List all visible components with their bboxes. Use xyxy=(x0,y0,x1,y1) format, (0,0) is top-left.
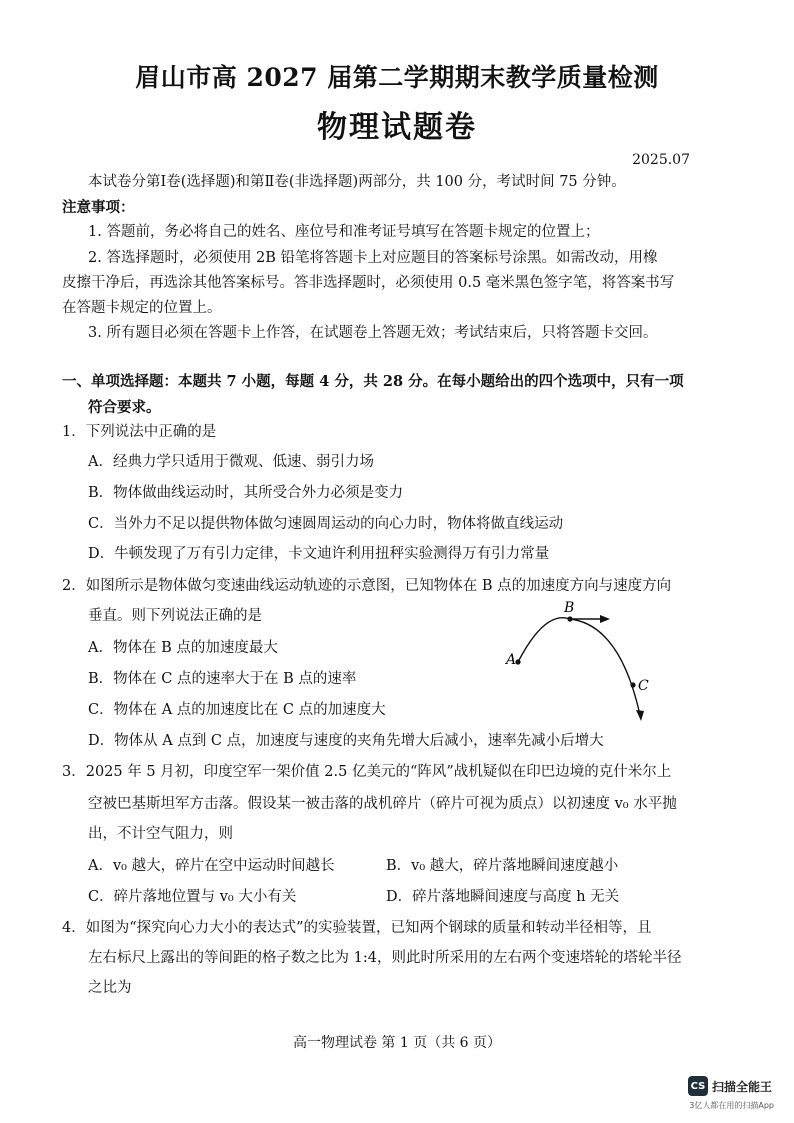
q3-stem-line3: 出，不计空气阻力，则 xyxy=(88,826,233,842)
camscanner-logo-icon: CS xyxy=(688,1076,708,1096)
trajectory-arrowhead-c xyxy=(636,710,644,721)
q3-option-b: B．v₀ 越大，碎片落地瞬间速度越小 xyxy=(386,858,619,874)
watermark-tagline: 3亿人都在用的扫描App xyxy=(689,1101,774,1110)
exam-date: 2025.07 xyxy=(632,152,690,168)
velocity-arrowhead-b xyxy=(600,615,610,623)
q2-option-b: B．物体在 C 点的速率大于在 B 点的速率 xyxy=(88,671,357,687)
q4-stem-line2: 左右标尺上露出的等间距的格子数之比为 1:4，则此时所采用的左右两个变速塔轮的塔轮半径 xyxy=(88,950,682,966)
watermark-name: 扫描全能王 xyxy=(711,1079,772,1094)
q2-option-d: D．物体从 A 点到 C 点，加速度与速度的夹角先增大后减小，速率先减小后增大 xyxy=(88,733,604,749)
point-c xyxy=(630,682,635,687)
q1-option-b: B．物体做曲线运动时，其所受合外力必须是变力 xyxy=(88,485,404,501)
notice-item-2-cont: 皮擦干净后，再选涂其他答案标号。答非选择题时，必须使用 0.5 毫米黑色签字笔，将答案书写 xyxy=(62,275,675,291)
q3-option-c: C．碎片落地位置与 v₀ 大小有关 xyxy=(88,889,297,905)
q2-stem-line2: 垂直。则下列说法正确的是 xyxy=(88,608,262,624)
q3-option-d: D．碎片落地瞬间速度与高度 h 无关 xyxy=(386,889,620,905)
q2-stem-line1: 2．如图所示是物体做匀变速曲线运动轨迹的示意图，已知物体在 B 点的加速度方向与速度方向 xyxy=(62,578,672,594)
label-a: A xyxy=(506,652,517,668)
q1-option-c: C．当外力不足以提供物体做匀速圆周运动的向心力时，物体将做直线运动 xyxy=(88,516,564,532)
section1-heading: 一、单项选择题：本题共 7 小题，每题 4 分，共 28 分。在每小题给出的四个选项中，只有一项 xyxy=(62,373,684,390)
notice-heading: 注意事项： xyxy=(62,199,135,216)
label-c: C xyxy=(638,678,649,694)
q2-option-c: C．物体在 A 点的加速度比在 C 点的加速度大 xyxy=(88,702,386,718)
notice-item-2: 2. 答选择题时，必须使用 2B 铅笔将答题卡上对应题目的答案标号涂黑。如需改动，用橡 xyxy=(88,250,658,266)
scanner-watermark xyxy=(688,1076,772,1096)
exam-title: 眉山市高 2027 届第二学期期末教学质量检测 xyxy=(135,63,659,92)
q1-option-a: A．经典力学只适用于微观、低速、弱引力场 xyxy=(88,454,374,470)
q1-stem: 1．下列说法中正确的是 xyxy=(62,424,217,440)
label-b: B xyxy=(564,600,575,616)
notice-item-2-cont2: 在答题卡规定的位置上。 xyxy=(62,300,222,316)
notice-item-3: 3. 所有题目必须在答题卡上作答，在试题卷上答题无效；考试结束后，只将答题卡交回。 xyxy=(88,325,658,341)
q2-option-a: A．物体在 B 点的加速度最大 xyxy=(88,640,278,656)
trajectory-curve xyxy=(518,618,640,715)
trajectory-diagram xyxy=(500,600,670,725)
section1-heading-cont: 符合要求。 xyxy=(88,399,161,416)
intro-text: 本试卷分第Ⅰ卷(选择题)和第Ⅱ卷(非选择题)两部分，共 100 分，考试时间 75 分钟。 xyxy=(88,174,626,190)
q4-stem-line3: 之比为 xyxy=(88,980,132,996)
page-footer: 高一物理试卷 第 1 页（共 6 页） xyxy=(292,1035,502,1051)
point-a xyxy=(515,659,520,664)
exam-subtitle: 物理试题卷 xyxy=(317,110,477,145)
q1-option-d: D．牛顿发现了万有引力定律，卡文迪许利用扭秤实验测得万有引力常量 xyxy=(88,546,550,562)
q3-stem-line2: 空被巴基斯坦军方击落。假设某一被击落的战机碎片（碎片可视为质点）以初速度 v₀ 水平抛 xyxy=(88,796,677,812)
q3-option-a: A．v₀ 越大，碎片在空中运动时间越长 xyxy=(88,858,335,874)
q4-stem-line1: 4．如图为“探究向心力大小的表达式”的实验装置，已知两个钢球的质量和转动半径相等，且 xyxy=(62,920,652,936)
notice-item-1: 1. 答题前，务必将自己的姓名、座位号和准考证号填写在答题卡规定的位置上； xyxy=(88,224,600,240)
point-b xyxy=(567,616,572,621)
q3-stem-line1: 3．2025 年 5 月初，印度空军一架价值 2.5 亿美元的“阵风”战机疑似在印巴边境的克什米尔上 xyxy=(62,764,672,780)
